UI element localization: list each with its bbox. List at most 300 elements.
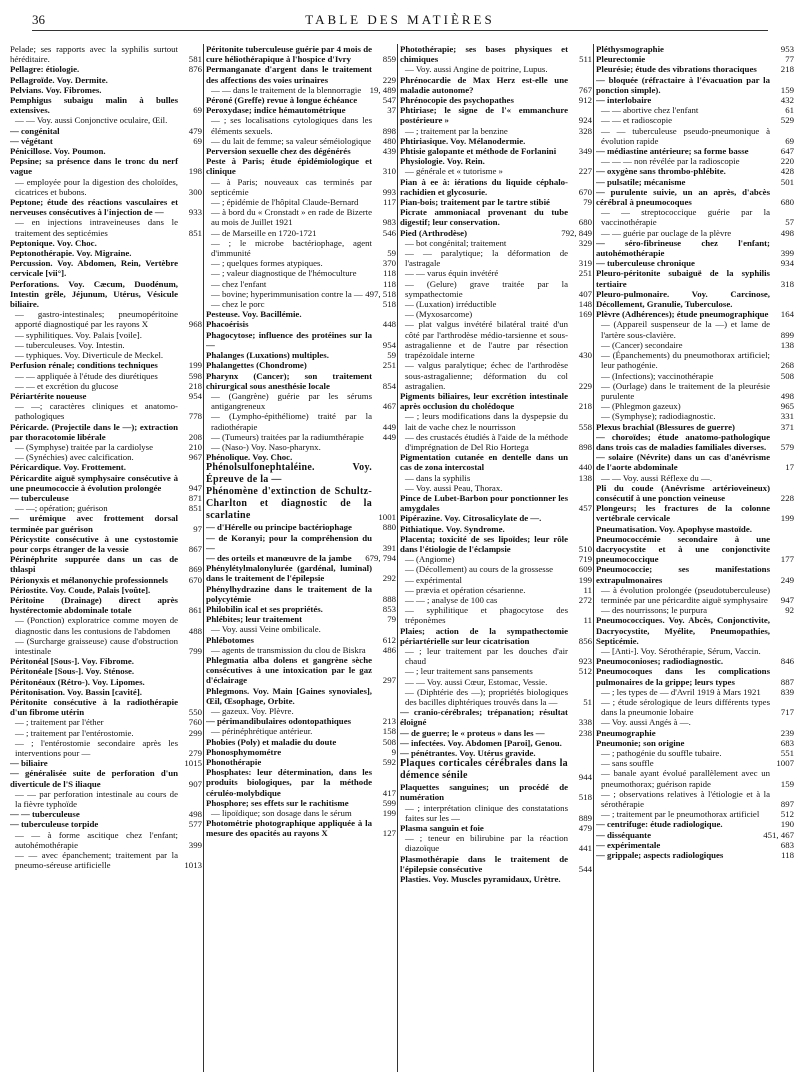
entry-text: — [Anti-]. Voy. Sérothérapie, Sérum, Vaccin. xyxy=(601,645,761,656)
entry-page-number: 1015 xyxy=(184,758,202,769)
entry-text: Phonothérapie xyxy=(206,757,262,767)
entry-text: Phrénocardie de Max Herz est-elle une maladie autonome? xyxy=(400,74,568,95)
entry-text: — — paralytique; la déformation de l'astragale xyxy=(405,248,568,269)
entry-page-number: 679, 794 xyxy=(365,552,396,563)
index-entry xyxy=(400,483,592,493)
entry-page-number: 547 xyxy=(382,95,396,106)
index-entry xyxy=(10,248,202,258)
index-entry xyxy=(400,95,592,105)
entry-page-number: 118 xyxy=(383,268,396,279)
entry-page-number: 924 xyxy=(578,115,592,126)
entry-text: Phalangettes (Chondrome) xyxy=(206,360,307,371)
index-entry xyxy=(596,177,794,187)
index-entry xyxy=(10,789,202,809)
entry-text: Pneumococcie; ses manifestations extrapulmonaires xyxy=(596,564,770,585)
index-entry xyxy=(596,228,794,238)
entry-page-number: 59 xyxy=(387,248,396,259)
entry-page-number: 944 xyxy=(578,772,592,783)
entry-text: — tuberculeuses. Voy. Intestin. xyxy=(15,339,125,350)
entry-page-number: 17 xyxy=(785,462,794,473)
index-entry xyxy=(206,95,396,105)
index-entry xyxy=(596,840,794,850)
entry-text: Pneumococcémie secondaire à une dacryocystite et à une conjonctivite pneumococcique xyxy=(596,533,770,565)
entry-page-number: 310 xyxy=(382,166,396,177)
entry-page-number: 440 xyxy=(578,462,592,473)
index-entry xyxy=(400,534,592,554)
entry-text: — des nourrissons; le purpura xyxy=(601,605,708,616)
entry-text: — — tuberculeuse pseudo-pneumonique à évolution rapide xyxy=(601,125,770,146)
index-entry xyxy=(206,604,396,614)
index-entry xyxy=(10,422,202,442)
entry-page-number: 407 xyxy=(578,288,592,299)
entry-page-number: 239 xyxy=(780,727,794,738)
index-entry xyxy=(10,146,202,156)
index-entry xyxy=(400,666,592,676)
index-entry xyxy=(596,483,794,503)
entry-page-number: 647 xyxy=(780,146,794,157)
index-entry xyxy=(10,75,202,85)
index-entry xyxy=(596,268,794,288)
entry-page-number: 328 xyxy=(578,125,592,136)
index-entry xyxy=(10,758,202,768)
entry-page-number: 331 xyxy=(780,411,794,422)
entry-text: — ; les types de — d'Avril 1919 à Mars 1921 xyxy=(601,686,761,697)
index-entry xyxy=(10,85,202,95)
entry-text: Pléthysmographie xyxy=(596,44,664,54)
index-entry xyxy=(206,258,396,268)
entry-page-number: 208 xyxy=(188,431,202,442)
index-entry xyxy=(10,197,202,217)
entry-text: Photothérapie; ses bases physiques et chimiques xyxy=(400,44,568,65)
index-entry xyxy=(206,350,396,360)
entry-page-number: 19, 489 xyxy=(369,84,396,95)
index-entry xyxy=(10,830,202,850)
entry-text: Pli du coude (Anévrisme artérioveineux) consécutif à une ponction veineuse xyxy=(596,482,770,503)
index-entry xyxy=(596,605,794,615)
entry-page-number: 117 xyxy=(383,197,396,208)
entry-page-number: 508 xyxy=(780,370,794,381)
entry-page-number: 158 xyxy=(382,726,396,737)
index-entry xyxy=(206,309,396,319)
index-entry xyxy=(596,350,794,370)
index-entry xyxy=(206,706,396,716)
entry-text: — de Koranyi; pour la compréhension du — xyxy=(206,532,372,553)
entry-page-number: 159 xyxy=(780,778,794,789)
index-entry xyxy=(206,818,396,838)
entry-page-number: 59 xyxy=(387,350,396,361)
entry-text: Plaies; action de la sympathectomie périartérielle sur leur cicatrisation xyxy=(400,625,568,646)
entry-text: — — Voy. aussi Conjonctive oculaire, Œil. xyxy=(15,115,168,126)
index-entry xyxy=(596,289,794,309)
index-entry xyxy=(400,473,592,483)
entry-text: Pneumocoques dans les complications pulmonaires de la grippe; leurs types xyxy=(596,666,770,687)
index-entry xyxy=(10,493,202,503)
index-entry xyxy=(596,748,794,758)
entry-text: — (Diphtérie des —); propriétés biologiques des bacilles diphtériques trouvés dans la — xyxy=(405,686,568,707)
entry-text: — à bord du « Cronstadt » en rade de Bizerte au mois de Juillet 1921 xyxy=(211,207,372,228)
index-entry xyxy=(206,268,396,278)
index-entry xyxy=(206,411,396,431)
running-header xyxy=(32,8,768,31)
index-entry xyxy=(10,666,202,676)
index-entry xyxy=(10,575,202,585)
entry-page-number: 148 xyxy=(578,299,592,310)
index-entry xyxy=(10,371,202,381)
entry-text: Peptone; étude des réactions vasculaires et nerveuses consécutives à l'injection de — xyxy=(10,197,178,218)
index-entry xyxy=(400,646,592,666)
entry-text: — ; interprétation clinique des constatations faites sur les — xyxy=(405,802,568,823)
entry-text: Peroxydase; indice hémautométrique xyxy=(206,105,346,116)
entry-page-number: 947 xyxy=(780,594,794,605)
entry-text: — ; étude sérologique de leurs différents types dans la pneumonie lobaire xyxy=(601,697,770,718)
entry-text: — solaire (Névrite) dans un cas d'anévrisme de l'aorte abdominale xyxy=(596,452,770,473)
index-entry xyxy=(206,177,396,197)
entry-text: Phalanges (Luxations) multiples. xyxy=(206,350,329,361)
index-entry xyxy=(10,360,202,370)
index-entry xyxy=(206,228,396,238)
index-entry xyxy=(10,585,202,595)
entry-text: Périartérite noueuse xyxy=(10,390,87,401)
entry-text: — choroïdes; étude anatomo-pathologique dans trois cas de maladies familiales diverses. xyxy=(596,431,770,452)
index-entry xyxy=(596,564,794,584)
entry-page-number: 69 xyxy=(193,105,202,116)
index-entry xyxy=(596,95,794,105)
entry-text: Pleuro-péritonite subaiguë de la syphilis tertiaire xyxy=(596,268,770,289)
entry-page-number: 558 xyxy=(578,421,592,432)
index-entry xyxy=(206,146,396,156)
entry-text: Pleuro-pulmonaire. Voy. Carcinose, Décollement, Granulie, Tuberculose. xyxy=(596,288,770,310)
index-entry xyxy=(206,360,396,370)
entry-text: — expérimental xyxy=(405,574,462,585)
entry-text: Phrénocopie des psychopathes xyxy=(400,95,514,106)
index-entry xyxy=(206,767,396,798)
entry-text: Pellagre: étiologie. xyxy=(10,64,80,75)
entry-page-number: 767 xyxy=(578,84,592,95)
index-entry xyxy=(10,819,202,829)
index-entry xyxy=(206,522,396,532)
entry-page-number: 898 xyxy=(578,441,592,452)
entry-text: — chez l'enfant xyxy=(211,278,267,289)
entry-text: Pelade; ses rapports avec la syphilis surtout héréditaire. xyxy=(10,44,178,65)
index-entry xyxy=(596,809,794,819)
index-entry xyxy=(206,115,396,135)
entry-page-number: 138 xyxy=(578,472,592,483)
index-entry xyxy=(400,360,592,391)
entry-page-number: 871 xyxy=(188,492,202,503)
index-entry xyxy=(206,462,396,486)
entry-text: Picrate ammoniacal provenant du tube digestif; leur conservation. xyxy=(400,207,568,228)
index-entry xyxy=(400,803,592,823)
index-entry xyxy=(10,513,202,533)
entry-page-number: 898 xyxy=(382,125,396,136)
entry-page-number: 680 xyxy=(780,197,794,208)
entry-text: — syphilitique et phagocytose des tréponèmes xyxy=(405,605,568,626)
entry-page-number: 983 xyxy=(382,217,396,228)
index-entry xyxy=(206,442,396,452)
index-entry xyxy=(10,309,202,329)
entry-page-number: 498 xyxy=(780,390,794,401)
index-entry xyxy=(596,503,794,523)
index-entry xyxy=(10,340,202,350)
entry-page-number: 683 xyxy=(780,737,794,748)
entry-page-number: 869 xyxy=(188,564,202,575)
entry-text: Phtiriasique. Voy. Mélanodermie. xyxy=(400,135,526,146)
entry-text: — (Angiome) xyxy=(405,554,455,565)
entry-page-number: 138 xyxy=(780,339,794,350)
index-entry xyxy=(10,177,202,197)
entry-page-number: 544 xyxy=(578,863,592,874)
entry-text: Pemphigus subaigu malin à bulles extensives. xyxy=(10,95,178,116)
index-entry xyxy=(596,656,794,666)
entry-text: Pleurectomie xyxy=(596,54,646,65)
entry-page-number: 430 xyxy=(578,350,592,361)
entry-text: — lipoïdique; son dosage dans le sérum xyxy=(211,808,352,819)
entry-page-number: 467 xyxy=(382,401,396,412)
entry-page-number: 439 xyxy=(382,146,396,157)
entry-text: — de Marseille en 1720-1721 xyxy=(211,227,317,238)
index-entry xyxy=(400,197,592,207)
entry-text: Plexus brachial (Blessures de guerre) xyxy=(596,421,735,432)
index-entry xyxy=(400,309,592,319)
index-entry xyxy=(596,728,794,738)
entry-page-number: 876 xyxy=(188,64,202,75)
entry-page-number: 69 xyxy=(785,135,794,146)
page-title: TABLE DES MATIÈRES xyxy=(305,12,495,27)
index-entry xyxy=(596,207,794,227)
entry-page-number: 57 xyxy=(785,217,794,228)
entry-text: — tuberculeuse xyxy=(10,492,69,503)
index-entry xyxy=(206,614,396,624)
entry-text: — syphilitiques. Voy. Palais [voile]. xyxy=(15,329,142,340)
index-entry xyxy=(10,850,202,870)
index-entry xyxy=(10,595,202,615)
entry-text: — pénétrantes. Voy. Utérus gravide. xyxy=(400,748,536,759)
entry-page-number: 97 xyxy=(193,523,202,534)
entry-text: — Voy. aussi Peau, Thorax. xyxy=(405,482,503,493)
entry-text: — du lait de femme; sa valeur séméiologique xyxy=(211,135,372,146)
entry-text: — (Épanchements) du pneumothorax artificiel; leur pathogénie. xyxy=(601,350,770,371)
entry-text: Pesteuse. Voy. Bacillémie. xyxy=(206,309,302,320)
entry-text: Percussion. Voy. Abdomen, Rein, Vertèbre cervicale [vii°]. xyxy=(10,258,178,279)
entry-text: Phonosphymométre xyxy=(206,746,282,757)
entry-page-number: 199 xyxy=(382,808,396,819)
index-entry xyxy=(10,462,202,472)
index-entry xyxy=(596,646,794,656)
index-entry xyxy=(596,452,794,472)
entry-page-number: 1013 xyxy=(184,860,202,871)
entry-page-number: 292 xyxy=(382,573,396,584)
index-entry xyxy=(400,146,592,156)
index-entry xyxy=(206,737,396,747)
index-entry xyxy=(596,830,794,840)
index-entry xyxy=(10,238,202,248)
index-entry xyxy=(596,666,794,686)
entry-page-number: 118 xyxy=(781,850,794,861)
page-number: 36 xyxy=(32,12,45,27)
entry-page-number: 251 xyxy=(578,268,592,279)
entry-page-number: 579 xyxy=(780,441,794,452)
entry-text: Péritonéal [Sous-]. Voy. Fibrome. xyxy=(10,656,134,667)
entry-text: Pharynx (Cancer); son traitement chirurgical sous anesthésie locale xyxy=(206,370,372,391)
entry-page-number: 218 xyxy=(780,64,794,75)
entry-text: Péritonéaux (Rétro-). Voy. Lipomes. xyxy=(10,676,145,687)
entry-page-number: 854 xyxy=(382,380,396,391)
entry-text: Philobilin ical et ses propriétés. xyxy=(206,603,323,614)
entry-text: — valgus paralytique; échec de l'arthrodèse sous-astragalienne; déformation du col astragalien. xyxy=(405,360,568,391)
index-entry xyxy=(400,126,592,136)
index-entry xyxy=(400,626,592,646)
index-entry xyxy=(206,289,396,299)
index-entry xyxy=(596,115,794,125)
entry-page-number: 853 xyxy=(382,603,396,614)
entry-page-number: 1001 xyxy=(378,512,396,523)
entry-text: — ; épidémie de l'hôpital Claude-Bernard xyxy=(211,197,359,208)
entry-page-number: 899 xyxy=(780,329,794,340)
entry-text: — (Symphyse) traitée par la cardiolyse xyxy=(15,441,154,452)
index-entry xyxy=(596,738,794,748)
entry-page-number: 79 xyxy=(387,614,396,625)
entry-text: — ; traitement par le pneumothorax artificiel xyxy=(601,809,760,820)
entry-text: — séro-fibrineuse chez l'enfant; autohémothérapie xyxy=(596,237,770,259)
entry-text: — (Phlegmon gazeux) xyxy=(601,401,681,412)
entry-page-number: 198 xyxy=(188,166,202,177)
entry-text: — (Gelure) grave traitée par la sympathectomie xyxy=(405,278,568,299)
index-entry xyxy=(400,238,592,248)
entry-text: — (Symphyse); radiodiagnostic. xyxy=(601,411,716,422)
entry-page-number: 213 xyxy=(382,716,396,727)
index-entry xyxy=(206,64,396,84)
entry-page-number: 297 xyxy=(382,675,396,686)
index-entry xyxy=(10,473,202,493)
entry-page-number: 228 xyxy=(780,492,794,503)
entry-page-number: 238 xyxy=(578,727,592,738)
index-entry xyxy=(596,819,794,829)
index-entry xyxy=(10,115,202,125)
entry-page-number: 441 xyxy=(578,843,592,854)
index-entry xyxy=(596,473,794,483)
entry-page-number: 612 xyxy=(382,634,396,645)
entry-text: — (Gangrène) guérie par les sérums antigangreneux xyxy=(211,390,372,412)
entry-page-number: 512 xyxy=(578,666,592,677)
index-entry xyxy=(10,503,202,513)
entry-text: — (Ponction) exploratrice comme moyen de diagnostic dans les contusions de l'abdomen xyxy=(15,615,178,636)
index-entry xyxy=(10,279,202,310)
entry-page-number: 497, 518 xyxy=(365,288,396,299)
entry-page-number: 220 xyxy=(780,156,794,167)
entry-text: — de guerre; le « proteus » dans les — xyxy=(400,727,545,738)
index-entry xyxy=(596,401,794,411)
entry-page-number: 867 xyxy=(188,543,202,554)
index-entry xyxy=(206,44,396,64)
entry-text: Péricardite aiguë symphysaire consécutive à une pneumococcie à évolution prolongée xyxy=(10,472,178,493)
entry-text: — bloquée (réfractaire à l'évacuation par la ponction simple). xyxy=(596,74,770,95)
entry-page-number: 683 xyxy=(780,839,794,850)
entry-page-number: 846 xyxy=(780,656,794,667)
index-entry xyxy=(206,624,396,634)
entry-text: — ; traitement par l'éther xyxy=(15,717,104,728)
index-entry xyxy=(206,85,396,95)
entry-text: — gazeux. Voy. Plèvre. xyxy=(211,705,294,716)
index-entry xyxy=(206,716,396,726)
entry-page-number: 37 xyxy=(387,105,396,116)
index-entry xyxy=(400,228,592,238)
entry-page-number: 199 xyxy=(188,360,202,371)
index-entry xyxy=(10,126,202,136)
entry-text: Phlegmons. Voy. Main [Gaines synoviales], Œil, Œsophage, Orbite. xyxy=(206,685,372,706)
index-entry xyxy=(400,738,592,748)
entry-page-number: 680 xyxy=(578,217,592,228)
index-entry xyxy=(400,748,592,758)
entry-page-number: 127 xyxy=(382,828,396,839)
entry-page-number: 448 xyxy=(382,319,396,330)
index-entry xyxy=(596,319,794,339)
entry-page-number: 670 xyxy=(578,186,592,197)
entry-text: Péricardique. Voy. Frottement. xyxy=(10,462,126,473)
entry-page-number: 592 xyxy=(382,757,396,767)
index-entry xyxy=(400,782,592,802)
entry-page-number: 11 xyxy=(583,615,592,626)
entry-page-number: 1007 xyxy=(776,758,794,769)
index-entry xyxy=(400,279,592,299)
entry-text: Pigments biliaires, leur excrétion intestinale après occlusion du cholédoque xyxy=(400,390,568,412)
entry-text: Phtiriase; le signe de l'« emmanchure postérieure » xyxy=(400,105,568,126)
entry-page-number: 338 xyxy=(578,717,592,728)
index-entry xyxy=(10,656,202,666)
index-entry xyxy=(400,207,592,227)
entry-page-number: 598 xyxy=(188,370,202,381)
entry-page-number: 11 xyxy=(583,584,592,595)
entry-page-number: 968 xyxy=(188,319,202,330)
index-entry xyxy=(400,728,592,738)
index-entry xyxy=(596,105,794,115)
entry-text: Plasma sanguin et foie xyxy=(400,823,484,834)
entry-text: — périnéphrétique antérieur. xyxy=(211,726,313,737)
index-entry xyxy=(596,126,794,146)
entry-text: Photométrie photographique appliquée à la mesure des opacités au rayons X xyxy=(206,818,372,839)
entry-text: Plaquettes sanguines; un procédé de numération xyxy=(400,782,568,803)
entry-text: Pneumococciques. Voy. Abcès, Conjonctivite, Dacryocystite, Myélite, Pneumopathies, Septicémie. xyxy=(596,615,770,646)
entry-page-number: 851 xyxy=(188,503,202,514)
entry-page-number: 581 xyxy=(188,54,202,65)
index-entry xyxy=(10,809,202,819)
entry-page-number: 887 xyxy=(780,676,794,687)
entry-text: Phénylhydrazine dans le traitement de la polycytémie xyxy=(206,583,372,604)
entry-text: — bot congénital; traitement xyxy=(405,237,507,248)
entry-page-number: 511 xyxy=(579,54,592,65)
entry-text: Perfusion rénale; conditions techniques xyxy=(10,360,158,371)
index-entry xyxy=(10,442,202,452)
entry-page-number: 839 xyxy=(780,686,794,697)
entry-page-number: 799 xyxy=(188,645,202,656)
entry-text: — générale et « tutorisme » xyxy=(405,166,503,177)
entry-text: — urémique avec frottement dorsal terminée par guérison xyxy=(10,513,178,534)
index-entry xyxy=(206,563,396,583)
index-entry xyxy=(596,717,794,727)
index-entry xyxy=(596,524,794,534)
entry-page-number: 391 xyxy=(382,542,396,553)
entry-text: Physiologie. Voy. Rein. xyxy=(400,156,485,167)
index-entry xyxy=(400,44,592,64)
entry-page-number: 880 xyxy=(382,522,396,533)
index-entry xyxy=(10,717,202,727)
entry-text: Plèvre (Adhérences); étude pneumographique xyxy=(596,309,769,320)
entry-text: Plasmothérapie dans le traitement de l'épilepsie consécutive xyxy=(400,853,568,874)
entry-page-number: 907 xyxy=(188,778,202,789)
entry-page-number: 510 xyxy=(578,543,592,554)
index-entry xyxy=(206,371,396,391)
entry-page-number: 417 xyxy=(382,787,396,798)
entry-page-number: 498 xyxy=(188,809,202,820)
